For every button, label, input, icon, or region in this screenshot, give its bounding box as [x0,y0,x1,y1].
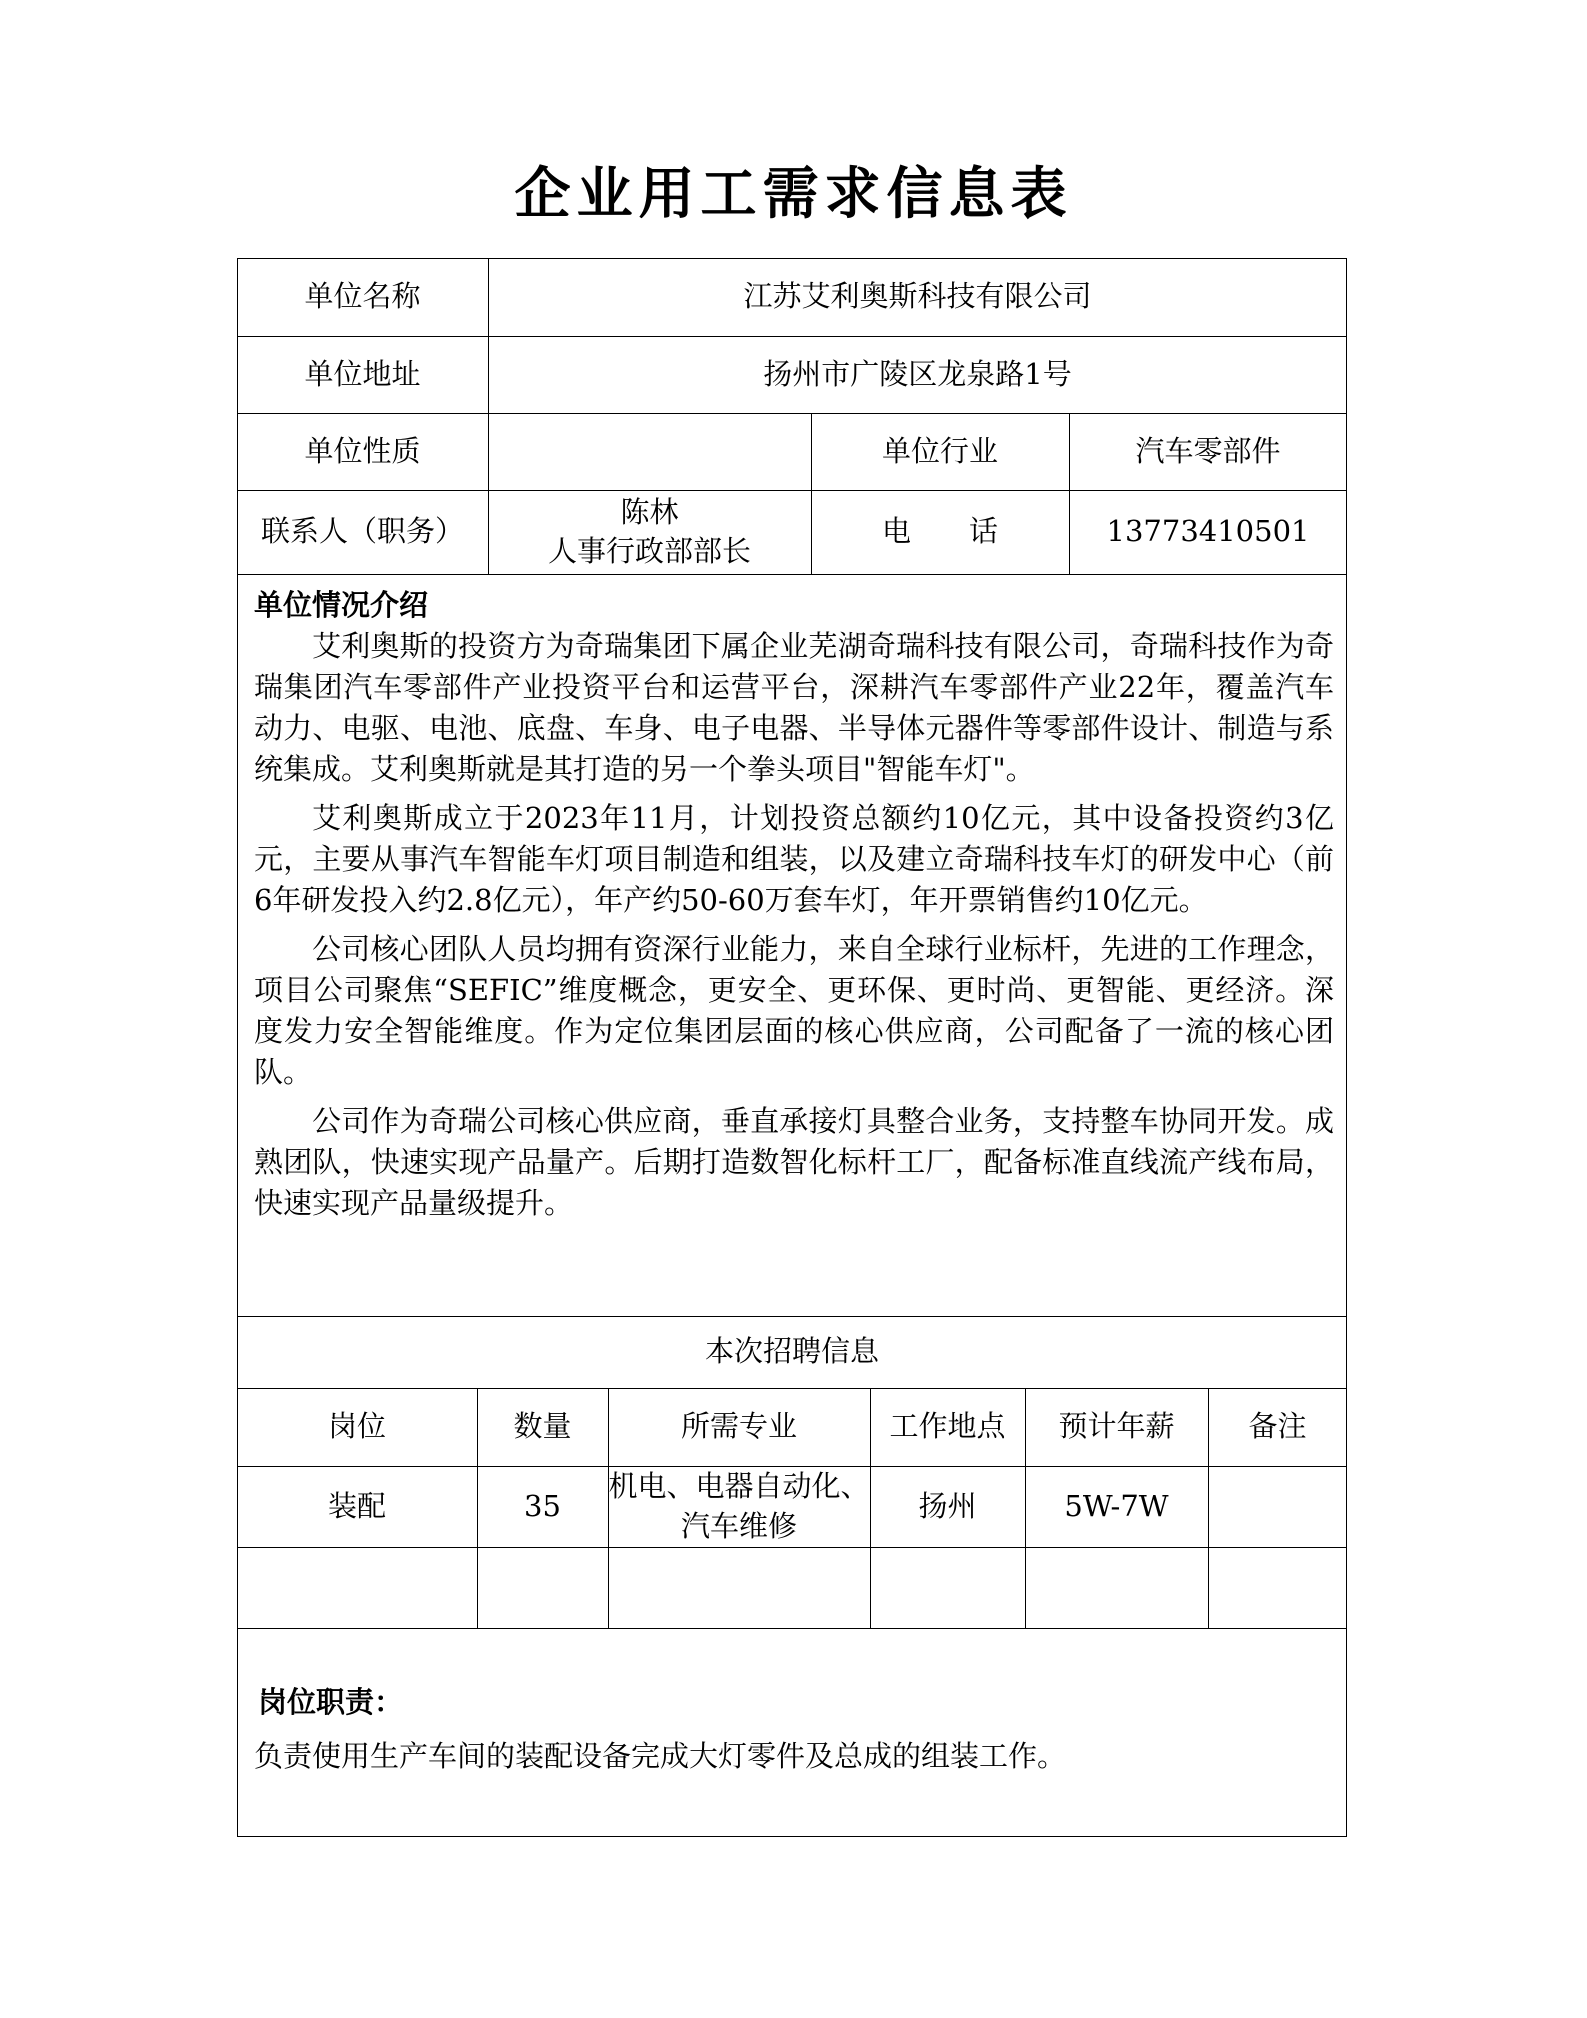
company-nature-label: 单位性质 [304,433,421,468]
company-intro [254,585,1334,1232]
company-name-label: 单位名称 [304,279,421,314]
row-salary: 5W-7W [1064,1488,1169,1523]
contact-cell [488,490,811,574]
row-divider [237,1628,1347,1629]
intro-heading: 单位情况介绍 [254,588,429,622]
company-industry: 汽车零部件 [1135,433,1281,468]
row-position: 装配 [327,1488,386,1523]
phone-label: 电 话 [881,514,998,549]
header-count: 数量 [513,1409,572,1444]
duty-text: 负责使用生产车间的装配设备完成大灯零件及总成的组装工作。 [254,1739,1067,1773]
contact-title: 人事行政部部长 [547,534,751,568]
header-location: 工作地点 [889,1409,1006,1444]
row-count: 35 [524,1488,561,1523]
intro-paragraph: 艾利奥斯成立于2023年11月，计划投资总额约10亿元，其中设备投资约3亿元，主要从事汽车智能车灯项目制造和组装，以及建立奇瑞科技车灯的研发中心（前6年研发投入约2.8亿元），年产约50-60万套车灯，年开票销售约10亿元。 [254,801,1334,917]
header-note: 备注 [1248,1409,1307,1444]
page-title: 企业用工需求信息表 [514,161,1073,227]
contact-label: 联系人（职务） [260,514,464,549]
row-note [1208,1466,1347,1547]
company-address-label: 单位地址 [304,356,421,391]
company-address: 扬州市广陵区龙泉路1号 [763,356,1072,391]
header-position: 岗位 [327,1409,386,1444]
header-major: 所需专业 [680,1409,797,1444]
intro-paragraph: 公司核心团队人员均拥有资深行业能力，来自全球行业标杆，先进的工作理念，项目公司聚焦“SEFIC”维度概念，更安全、更环保、更时尚、更智能、更经济。深度发力安全智能维度。作为定位集团层面的核心供应商，公司配备了一流的核心团队。 [254,932,1334,1089]
company-name: 江苏艾利奥斯科技有限公司 [743,279,1092,314]
row-major-line: 汽车维修 [680,1508,797,1543]
row-location: 扬州 [918,1488,977,1523]
row-major-line: 机电、电器自动化、 [608,1469,870,1504]
recruit-heading: 本次招聘信息 [704,1334,879,1369]
intro-paragraph: 公司作为奇瑞公司核心供应商，垂直承接灯具整合业务，支持整车协同开发。成熟团队，快速实现产品量产。后期打造数智化标杆工厂，配备标准直线流产线布局，快速实现产品量级提升。 [254,1104,1334,1220]
row-major [608,1466,870,1547]
company-industry-label: 单位行业 [881,433,998,468]
intro-paragraph: 艾利奥斯的投资方为奇瑞集团下属企业芜湖奇瑞科技有限公司，奇瑞科技作为奇瑞集团汽车零部件产业投资平台和运营平台，深耕汽车零部件产业22年，覆盖汽车动力、电驱、电池、底盘、车身、电子电器、半导体元器件等零部件设计、制造与系统集成。艾利奥斯就是其打造的另一个拳头项目"智能车灯"。 [254,629,1334,786]
contact-name: 陈林 [620,494,679,529]
header-salary: 预计年薪 [1058,1409,1175,1444]
row-divider [237,1547,1347,1548]
company-nature [488,413,811,490]
duty-heading: 岗位职责： [258,1685,404,1719]
phone-number: 13773410501 [1106,514,1310,549]
row-divider [237,574,1347,575]
